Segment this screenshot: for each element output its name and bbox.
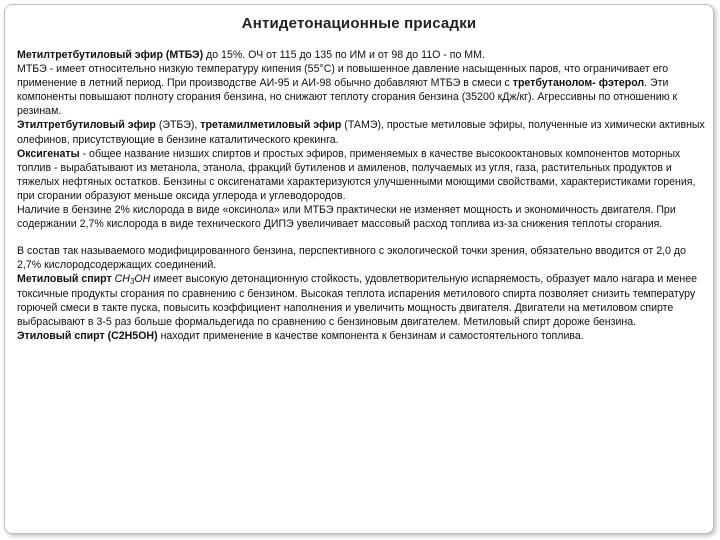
oxygen-content-text: Наличие в бензине 2% кислорода в виде «оксинола» или МТБЭ практически не изменяет мощность и экономичность двигателя. При содержании 2,7% кислорода в виде технического ДИПЭ увеличивает массовый расход топлива из-за снижения теплоты сгорания. [17,204,676,231]
ethanol-text: находит применение в качестве компонента к бензинам и самостоятельного топлива. [157,329,584,342]
term-fetherol: третбутанолом- фэтерол [512,77,645,90]
paragraph-oxygen-content [17,203,712,231]
formula-ch: CH [114,273,130,286]
paragraph-oxygenates [17,147,712,203]
modified-gasoline-text: В состав так называемого модифицированного бензина, перспективного с экологической точки зрения, обязательно вводится от 2,0 до 2,7% кислородсодержащих соединений. [17,245,686,272]
paragraph-modified-gasoline [17,244,712,272]
paragraph-gap [17,231,712,244]
methanol-text: имеет высокую детонационную стойкость, удовлетворительную испаряемость, образует мало нагара и менее токсичные продукты сгорания по сравнению с бензином. Высокая теплота испарения метилового спирта позволяет снизить температуру горючей смеси в такте пуска, повысить коэффициент наполнения и увеличить мощность двигателя. Двигатели на метиловом спирте выбрасывают в 3-5 раз больше формальдегида по сравнению с бензиновым двигателем. Метиловый спирт дороже бензина. [17,273,698,328]
term-oxygenates: Оксигенаты [17,147,80,160]
term-etbe: Этилтретбутиловый эфир [17,119,156,132]
paragraph-etbe [17,118,712,146]
etbe-text: (ЭТБЭ), [155,119,201,132]
formula-oh: OH [134,273,151,286]
formula-subscript: 3 [129,277,135,287]
paragraph-methanol [17,272,712,328]
paragraph-ethanol [17,329,712,343]
tame-text: (ТАМЭ), простые метиловые эфиры, полученные из химически активных олефинов, присутствующие в бензине каталитического крекинга. [17,119,705,146]
oxygenates-text: - общее название низших спиртов и простых эфиров, применяемых в качестве высокооктановых компонентов моторных топлив - вырабатывают из метанола, этанола, фракций бутиленов и амиленов, получаемых из угля, газа, растительных продуктов и тяжелых нефтяных остатков. Бензины с оксигенатами характеризуются улучшенными моющими свойствами, характеристиками горения, при сгорании образуют меньше оксида углерода и углеводородов. [17,147,696,202]
methanol-formula [115,273,151,285]
slide-frame [4,4,714,534]
term-methanol: Метиловый спирт [17,273,115,286]
paragraph-mtbe [17,48,712,118]
term-ethanol: Этиловый спирт (С2Н5ОН) [17,329,158,342]
mtbe-description-text: МТБЭ - имеет относительно низкую температуру кипения (55°С) и повышенное давление насыщенных паров, что ограничивает его применение в летний период. При производстве АИ-95 и АИ-98 обычно добавляют МТБЭ в смеси с [17,63,669,90]
fetherol-description-text: . Эти компоненты повышают полноту сгорания бензина, но снижают теплоту сгорания бензина (35200 кДж/кг). Агрессивны по отношению к резинам. [17,77,678,118]
mtbe-octane-text: до 15%. ОЧ от 115 до 135 по ИМ и от 98 до 11О - по ММ. [203,49,485,61]
slide-title: Антидетонационные присадки [241,15,477,32]
slide-body [17,48,712,343]
term-tame: третамилметиловый эфир [200,119,342,132]
term-mtbe: Метилтретбутиловый эфир (МТБЭ) [17,49,204,61]
